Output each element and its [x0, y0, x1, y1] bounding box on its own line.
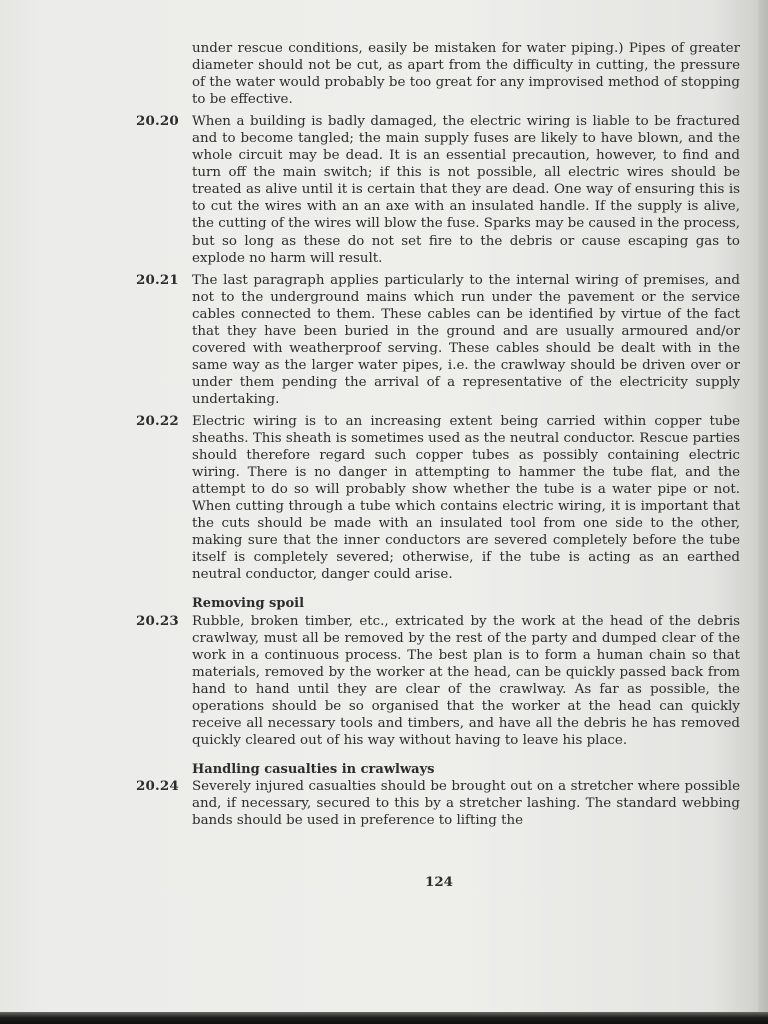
paragraph-20-23	[136, 613, 740, 749]
paragraph-continued	[136, 40, 740, 108]
paragraph-body: Severely injured casualties should be brought out on a stretcher where possible and, if necessary, secured to this by a stretcher lashing. The standard webbing bands should be used in preference to lifting the	[192, 778, 740, 829]
paragraph-number: 20.23	[136, 612, 179, 629]
paragraph-body: When a building is badly damaged, the electric wiring is liable to be fractured and to become tangled; the main supply fuses are likely to have blown, and the whole circuit may be dead. It is an essential precaution, however, to find and turn off the main switch; if this is not possible, all electric wires should be treated as alive until it is certain that they are dead. One way of ensuring this is to cut the wires with an an axe with an insulated handle. If the supply is alive, the cutting of the wires will blow the fuse. Sparks may be caused in the process, but so long as these do not set fire to the debris or cause escaping gas to explode no harm will result.	[192, 114, 740, 266]
page-text	[136, 40, 740, 834]
section-heading-removing-spoil: Removing spoil	[192, 596, 305, 612]
paragraph-number: 20.21	[136, 271, 179, 288]
paragraph-number: 20.24	[136, 777, 179, 794]
paragraph-20-24	[136, 778, 740, 829]
page-number: 124	[425, 874, 453, 890]
paragraph-body: The last paragraph applies particularly to the internal wiring of premises, and not to the underground mains which run under the pavement or the service cables connected to them. These cables can be identified by virtue of the fact that they have been buried in the ground and are usually armoured and/or covered with weatherproof serving. These cables should be dealt with in the same way as the larger water pipes, i.e. the crawlway should be driven over or under them pending the arrival of a representative of the electricity supply undertaking.	[192, 272, 740, 407]
paragraph-20-22	[136, 413, 740, 583]
paragraph-body: Rubble, broken timber, etc., extricated by the work at the head of the debris crawlway, must all be removed by the rest of the party and dumped clear of the work in a continuous process. The best plan is to form a human chain so that materials, removed by the worker at the head, can be quickly passed back from hand to hand until they are clear of the crawlway. As far as possible, the operations should be so organised that the worker at the head can quickly receive all necessary tools and timbers, and have all the debris he has removed quickly cleared out of his way without having to leave his place.	[192, 613, 740, 748]
paragraph-20-20	[136, 113, 740, 266]
page-edge-shadow	[758, 0, 768, 1012]
paragraph-body: under rescue conditions, easily be mistaken for water piping.) Pipes of greater diameter should not be cut, as apart from the difficulty in cutting, the pressure of the water would probably be too great for any improvised method of stopping to be effective.	[192, 41, 740, 108]
scan-bottom-border	[0, 1012, 768, 1024]
paragraph-number: 20.20	[136, 113, 179, 130]
section-heading-handling-casualties: Handling casualties in crawlways	[192, 761, 435, 777]
paragraph-number: 20.22	[136, 412, 179, 429]
paragraph-20-21	[136, 272, 740, 408]
paragraph-body: Electric wiring is to an increasing extent being carried within copper tube sheaths. This sheath is sometimes used as the neutral conductor. Rescue parties should therefore regard such copper tubes as possibly containing electric wiring. There is no danger in attempting to hammer the tube flat, and the attempt to do so will probably show whether the tube is a water pipe or not. When cutting through a tube which contains electric wiring, it is important that the cuts should be made with an insulated tool from one side to the other, making sure that the inner conductors are severed completely before the tube itself is completely severed; otherwise, if the tube is acting as an earthed neutral conductor, danger could arise.	[192, 413, 740, 583]
